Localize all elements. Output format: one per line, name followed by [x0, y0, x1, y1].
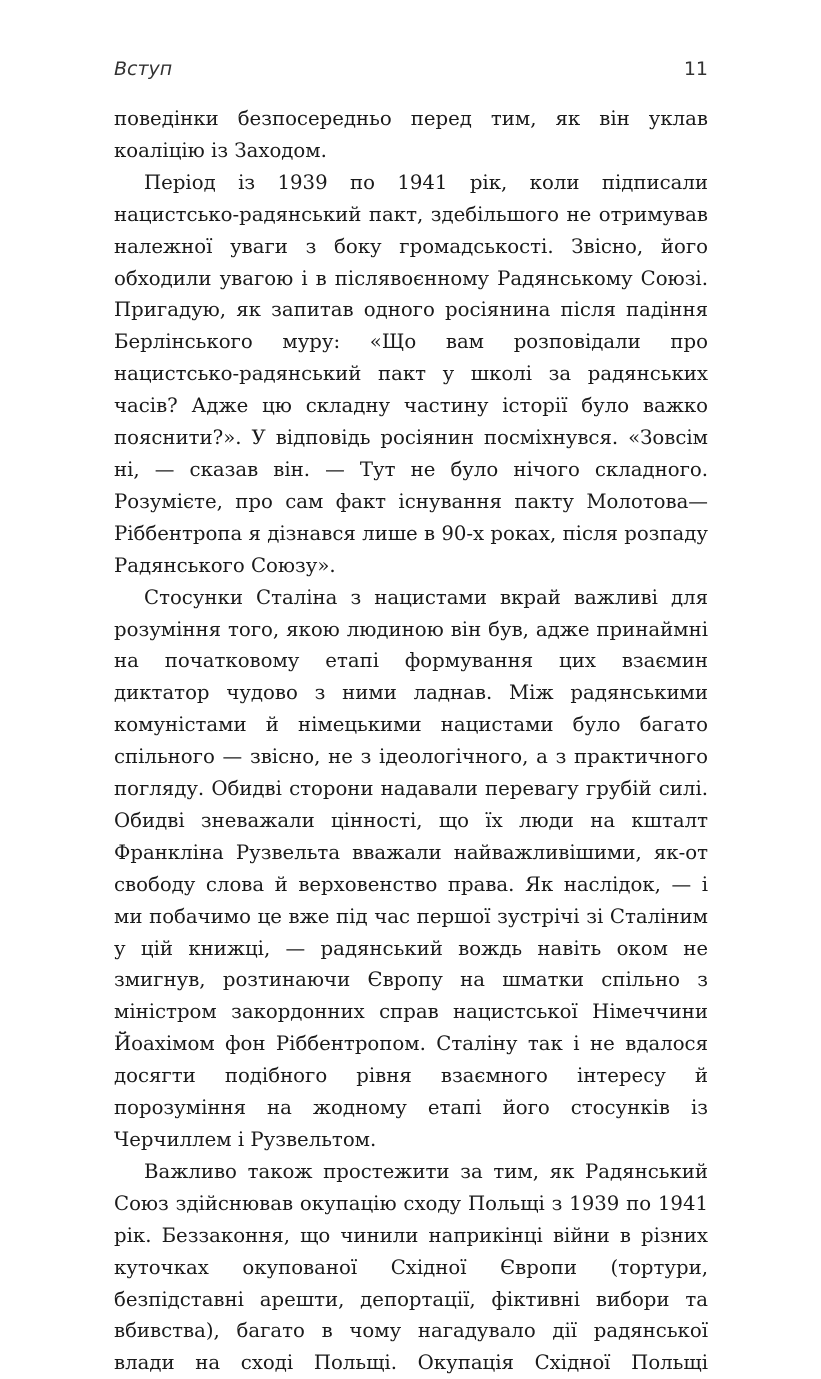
page-number: 11 — [683, 58, 708, 80]
paragraph-poland-occupation: Важливо також простежити за тим, як Радянський Союз здійснював окупацію сходу Польщі з 1939 по 1941 рік. Беззаконня, що чинили наприкінці війни в різних куточках окупованої Східної Європи (тортури, безпідставні арешти, депортації, фіктивні вибори та вбивства), багато в чому нагадувало дії радянської влади на сході Польщі. Окупація Східної Польщі — [114, 1159, 708, 1375]
section-title: Вступ — [114, 58, 173, 80]
paragraph-pact-period: Період із 1939 по 1941 рік, коли підписали нацистсько-радянський пакт, здебільшого не отримував належної уваги з боку громадськості. Звісно, його обходили увагою і в післявоєнному Радянському Союзі. Пригадую, як запитав одного росіянина після падіння Берлінського муру: «Що вам розповідали про нацистсько-радянський пакт у школі за радянських часів? Адже цю складну частину історії було важко пояснити?». У відповідь росіянин посміхнувся. «Зовсім ні, — сказав він. — Тут не було нічого складного. Розумієте, про сам факт існування пакту Молотова—Ріббентропа я дізнався лише в 90-х роках, після розпаду Радянського Союзу». — [114, 170, 708, 577]
running-head — [114, 58, 708, 92]
paragraph-stalin-nazis: Стосунки Сталіна з нацистами вкрай важливі для розуміння того, якою людиною він був, адже принаймні на початковому етапі формування цих взаємин диктатор чудово з ними ладнав. Між радянськими комуністами й німецькими нацистами було багато спільного — звісно, не з ідеологічного, а з практичного погляду. Обидві сторони надавали перевагу грубій силі. Обидві зневажали цінності, що їх люди на кшталт Франкліна Рузвельта вважали найважливішими, як-от свободу слова й верховенство права. Як наслідок, — і ми побачимо це вже під час першої зустрічі зі Сталіним у цій книжці, — радянський вождь навіть оком не змигнув, розтинаючи Європу на шматки спільно з міністром закордонних справ нацистської Німеччини Йоахімом фон Ріббентропом. Сталіну так і не вдалося досягти подібного рівня взаємного інтересу й порозуміння на жодному етапі його стосунків із Черчиллем і Рузвельтом. — [114, 585, 708, 1151]
paragraph-continuation: поведінки безпосередньо перед тим, як він уклав коаліцію із Заходом. — [114, 107, 708, 162]
body-text — [114, 103, 708, 1379]
